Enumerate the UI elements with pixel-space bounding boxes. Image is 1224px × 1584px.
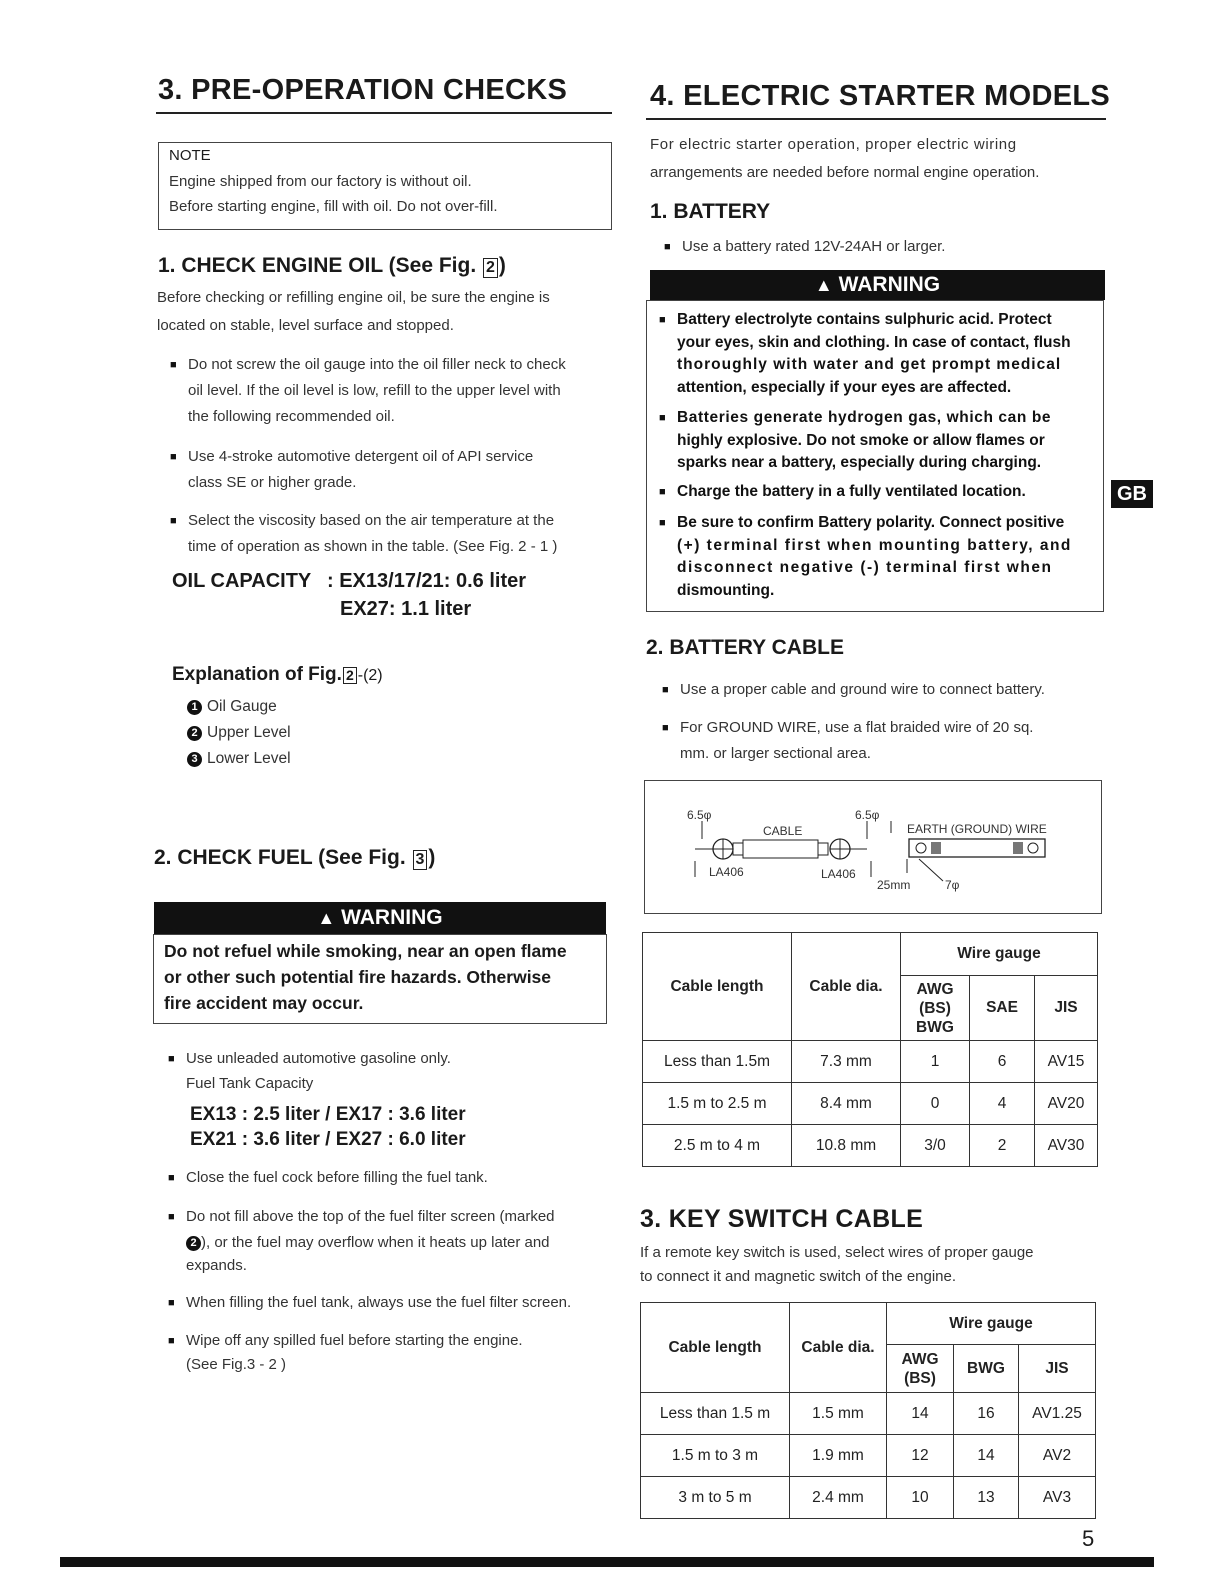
fuel-warning-line-2: or other such potential fire hazards. Otherwise — [164, 967, 552, 987]
fuel-warning-line-3: fire accident may occur. — [164, 993, 364, 1013]
section-title-electric-starter: 4. ELECTRIC STARTER MODELS — [650, 80, 1111, 112]
cell-length: 2.5 m to 4 m — [643, 1125, 792, 1167]
warning-triangle-icon: ▲ — [814, 275, 833, 295]
oil-bullet-3-line-1: ■ Select the viscosity based on the air temperature at the — [188, 512, 555, 529]
oil-intro-2: located on stable, level surface and stopped. — [157, 317, 454, 334]
battery-bullet-1: ■ Use a battery rated 12V-24AH or larger. — [662, 234, 945, 260]
column-header-cable-length: Cable length — [643, 933, 792, 1041]
footer-bar — [60, 1557, 1154, 1567]
cell-jis: AV3 — [1019, 1477, 1096, 1519]
cell-awg: 0 — [901, 1083, 970, 1125]
battery-warning-1-line-2: your eyes, skin and clothing. In case of contact, flush — [677, 333, 1071, 351]
oil-capacity-label: OIL CAPACITY — [172, 570, 312, 592]
oil-bullet-1-line-3: the following recommended oil. — [188, 408, 395, 425]
fuel-bullet-5-line-2: (See Fig.3 - 2 ) — [186, 1356, 287, 1373]
battery-cable-heading: 2. BATTERY CABLE — [646, 636, 844, 659]
cell-jis: AV20 — [1035, 1083, 1098, 1125]
battery-warning-bar — [650, 270, 1105, 300]
column-header-cable-dia: Cable dia. — [792, 933, 901, 1041]
battery-warning-4-line-1: ■ Be sure to confirm Battery polarity. Connect positive — [677, 514, 1065, 531]
battery-warning-item-3: ■ Charge the battery in a fully ventilated location. — [659, 481, 1107, 504]
cell-jis: AV1.25 — [1019, 1393, 1096, 1435]
cell-dia: 10.8 mm — [792, 1125, 901, 1167]
oil-bullet-3 — [168, 508, 557, 560]
diagram-label-earth: EARTH (GROUND) WIRE — [907, 822, 1047, 836]
callout-1-icon: 1 — [187, 700, 202, 715]
battery-warning-2-line-3: sparks near a battery, especially during charging. — [677, 454, 1042, 471]
battery-heading: 1. BATTERY — [650, 200, 771, 223]
cell-sae: 4 — [970, 1083, 1035, 1125]
fuel-warning-line-1: Do not refuel while smoking, near an open flame — [164, 941, 567, 961]
fuel-bullet-1-text: ■ Use unleaded automotive gasoline only. — [186, 1050, 451, 1067]
check-fuel-heading-text: 2. CHECK FUEL (See Fig. — [154, 846, 406, 869]
fuel-bullet-3 — [166, 1204, 555, 1276]
key-switch-intro-1: If a remote key switch is used, select wires of proper gauge — [640, 1244, 1034, 1261]
cell-dia: 1.9 mm — [790, 1435, 887, 1477]
battery-warning-1-line-4: attention, especially if your eyes are affected. — [677, 378, 1012, 396]
check-fuel-heading-end: ) — [428, 846, 436, 869]
cable-diagram — [645, 781, 1101, 913]
title-underline — [646, 118, 1106, 120]
cell-sae: 6 — [970, 1041, 1035, 1083]
oil-bullet-2 — [168, 444, 533, 496]
cell-dia: 7.3 mm — [792, 1041, 901, 1083]
key-switch-cable-table — [640, 1302, 1096, 1519]
warning-triangle-icon: ▲ — [317, 908, 336, 928]
cell-awg: 12 — [887, 1435, 954, 1477]
check-fuel-heading — [154, 846, 435, 870]
column-header-cable-dia: Cable dia. — [790, 1303, 887, 1393]
cell-length: 1.5 m to 2.5 m — [643, 1083, 792, 1125]
explanation-item-lower-level — [187, 750, 291, 768]
fig-2-marker: 2 — [483, 258, 498, 278]
column-header-awg: AWG (BS) BWG — [901, 976, 970, 1041]
note-line-1: Engine shipped from our factory is without oil. — [169, 173, 472, 190]
cell-length: Less than 1.5m — [643, 1041, 792, 1083]
item-label: Lower Level — [207, 750, 291, 767]
oil-bullet-3-line-2: time of operation as shown in the table. (See Fig. 2 - 1 ) — [188, 538, 558, 555]
battery-warning-2-line-1: ■ Batteries generate hydrogen gas, which can be — [677, 409, 1052, 426]
oil-capacity-line-2: EX27: 1.1 liter — [340, 598, 472, 620]
fuel-bullet-3-line-2-text: ), or the fuel may overflow when it heats up later and — [201, 1234, 550, 1251]
explanation-heading-text: Explanation of Fig. — [172, 664, 342, 685]
item-label: Upper Level — [207, 724, 291, 741]
battery-warning-2-line-2: highly explosive. Do not smoke or allow flames or — [677, 431, 1045, 449]
battery-cable-table — [642, 932, 1098, 1167]
cell-bwg: 14 — [954, 1435, 1019, 1477]
fuel-capacity-line-2: EX21 : 3.6 liter / EX27 : 6.0 liter — [190, 1129, 466, 1150]
explanation-heading-suffix: -(2) — [357, 667, 383, 684]
key-switch-intro-2: to connect it and magnetic switch of the engine. — [640, 1268, 957, 1285]
cell-awg: 3/0 — [901, 1125, 970, 1167]
battery-warning-4-line-4: dismounting. — [677, 581, 775, 599]
battery-warning-item-2 — [659, 407, 1107, 475]
check-oil-heading — [158, 254, 506, 278]
cell-dia: 8.4 mm — [792, 1083, 901, 1125]
table-row — [641, 1393, 1096, 1435]
cell-length: 1.5 m to 3 m — [641, 1435, 790, 1477]
callout-3-icon: 3 — [187, 752, 202, 767]
explanation-heading — [172, 664, 383, 686]
battery-cable-bullet-1: ■ Use a proper cable and ground wire to connect battery. — [660, 677, 1045, 703]
column-header-jis: JIS — [1019, 1345, 1096, 1393]
check-oil-heading-end: ) — [498, 254, 506, 277]
battery-cable-bullet-2 — [660, 715, 1033, 767]
cell-dia: 2.4 mm — [790, 1477, 887, 1519]
fuel-warning-box — [153, 934, 607, 1024]
battery-warning-1-line-1: ■ Battery electrolyte contains sulphuric acid. Protect — [677, 311, 1052, 328]
cell-length: 3 m to 5 m — [641, 1477, 790, 1519]
cell-dia: 1.5 mm — [790, 1393, 887, 1435]
column-header-jis: JIS — [1035, 976, 1098, 1041]
diagram-label-d2: 6.5φ — [855, 808, 880, 822]
callout-2-icon: 2 — [187, 726, 202, 741]
oil-capacity-line-1: : EX13/17/21: 0.6 liter — [327, 570, 527, 592]
explanation-item-upper-level — [187, 724, 291, 742]
cell-awg: 10 — [887, 1477, 954, 1519]
cell-bwg: 16 — [954, 1393, 1019, 1435]
battery-warning-title: WARNING — [838, 273, 941, 296]
cell-jis: AV15 — [1035, 1041, 1098, 1083]
cell-awg: 14 — [887, 1393, 954, 1435]
note-line-2: Before starting engine, fill with oil. Do not over-fill. — [169, 198, 498, 215]
note-label: NOTE — [169, 147, 211, 164]
item-label: Oil Gauge — [207, 698, 277, 715]
electric-intro-2: arrangements are needed before normal engine operation. — [650, 164, 1040, 181]
fuel-bullet-5-line-1: ■ Wipe off any spilled fuel before starting the engine. — [186, 1332, 523, 1349]
fig-3-marker: 3 — [413, 850, 428, 870]
battery-cable-bullet-2-line-2: mm. or larger sectional area. — [680, 745, 871, 762]
table-row — [643, 1041, 1098, 1083]
key-switch-heading: 3. KEY SWITCH CABLE — [640, 1205, 924, 1233]
cell-awg: 1 — [901, 1041, 970, 1083]
diagram-label-la406-left: LA406 — [709, 865, 744, 879]
cell-jis: AV2 — [1019, 1435, 1096, 1477]
oil-bullet-1 — [168, 352, 566, 430]
oil-bullet-1-line-1: ■ Do not screw the oil gauge into the oil filler neck to check — [188, 356, 566, 373]
diagram-label-d3: 7φ — [945, 878, 960, 892]
column-header-bwg: BWG — [954, 1345, 1019, 1393]
page-number: 5 — [1082, 1526, 1095, 1551]
cable-diagram-frame — [644, 780, 1102, 914]
cell-sae: 2 — [970, 1125, 1035, 1167]
fig-2-marker-small: 2 — [343, 667, 357, 684]
callout-2-icon: 2 — [186, 1236, 201, 1251]
diagram-label-d1: 6.5φ — [687, 808, 712, 822]
column-header-awg: AWG (BS) — [887, 1345, 954, 1393]
diagram-label-length: 25mm — [877, 878, 911, 892]
fuel-capacity-line-1: EX13 : 2.5 liter / EX17 : 3.6 liter — [190, 1104, 466, 1125]
fuel-bullet-5 — [166, 1328, 523, 1376]
table-row — [641, 1435, 1096, 1477]
diagram-label-la406-right: LA406 — [821, 867, 856, 881]
fuel-warning-title: WARNING — [341, 906, 443, 929]
cell-length: Less than 1.5 m — [641, 1393, 790, 1435]
oil-intro-1: Before checking or refilling engine oil, be sure the engine is — [157, 289, 550, 306]
fuel-tank-capacity-label: Fuel Tank Capacity — [186, 1075, 314, 1092]
battery-warning-item-4 — [659, 512, 1107, 602]
language-tab-gb: GB — [1111, 480, 1153, 508]
battery-warning-box — [646, 300, 1104, 612]
fuel-bullet-1 — [166, 1046, 451, 1096]
electric-intro-1: For electric starter operation, proper electric wiring — [650, 136, 1017, 153]
cell-jis: AV30 — [1035, 1125, 1098, 1167]
column-header-wire-gauge: Wire gauge — [887, 1303, 1096, 1345]
fuel-bullet-4: ■ When filling the fuel tank, always use the fuel filter screen. — [166, 1290, 571, 1316]
table-row — [643, 1125, 1098, 1167]
section-title-pre-operation: 3. PRE-OPERATION CHECKS — [158, 74, 568, 106]
table-row — [643, 1083, 1098, 1125]
battery-warning-item-1 — [659, 309, 1107, 399]
column-header-sae: SAE — [970, 976, 1035, 1041]
cell-bwg: 13 — [954, 1477, 1019, 1519]
diagram-label-cable: CABLE — [763, 824, 803, 838]
check-oil-heading-text: 1. CHECK ENGINE OIL (See Fig. — [158, 254, 477, 277]
column-header-wire-gauge: Wire gauge — [901, 933, 1098, 976]
fuel-bullet-2: ■ Close the fuel cock before filling the fuel tank. — [166, 1165, 488, 1191]
oil-bullet-2-line-1: ■ Use 4-stroke automotive detergent oil of API service — [188, 448, 534, 465]
fuel-bullet-3-line-2 — [186, 1230, 555, 1256]
fuel-bullet-3-line-1: ■ Do not fill above the top of the fuel filter screen (marked — [186, 1208, 555, 1225]
battery-cable-bullet-2-line-1: ■ For GROUND WIRE, use a flat braided wire of 20 sq. — [680, 719, 1034, 736]
oil-bullet-1-line-2: oil level. If the oil level is low, refill to the upper level with — [188, 382, 561, 399]
fuel-bullet-3-line-3: expands. — [186, 1257, 247, 1274]
note-box — [158, 142, 612, 230]
column-header-cable-length: Cable length — [641, 1303, 790, 1393]
battery-warning-4-line-2: (+) terminal first when mounting battery, and — [677, 536, 1072, 554]
oil-bullet-2-line-2: class SE or higher grade. — [188, 474, 357, 491]
battery-warning-1-line-3: thoroughly with water and get prompt medical — [677, 356, 1062, 373]
fuel-warning-bar — [154, 902, 606, 934]
title-underline — [156, 112, 612, 114]
table-row — [641, 1477, 1096, 1519]
battery-warning-4-line-3: disconnect negative (-) terminal first when — [677, 559, 1053, 576]
explanation-item-oil-gauge — [187, 698, 277, 716]
